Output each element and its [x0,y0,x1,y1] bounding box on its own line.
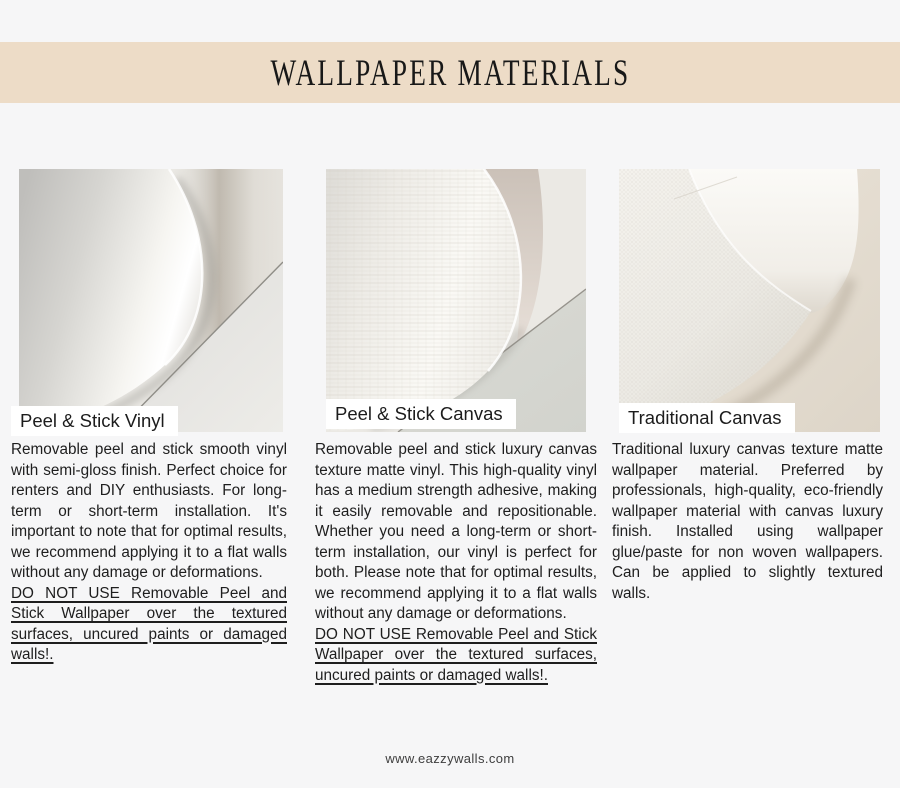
material-label-peel-stick-canvas: Peel & Stick Canvas [326,399,516,429]
photo-frame-canvas-vinyl [315,169,597,432]
traditional-canvas-peeled-corner-photo [619,169,880,432]
footer-website: www.eazzywalls.com [385,751,515,766]
material-warning: DO NOT USE Removable Peel and Stick Wallpaper over the textured surfaces, uncured paints or damaged walls!. [315,625,597,684]
material-description: Removable peel and stick smooth vinyl with semi-gloss finish. Perfect choice for renters and DIY enthusiasts. For long-term or short-term installation. It's important to note that for optimal results, we recommend applying it to a flat walls without any damage or deformations. [11,441,287,581]
materials-section [0,169,883,686]
material-warning: DO NOT USE Removable Peel and Stick Wallpaper over the textured surfaces, uncured paints or damaged walls!. [11,584,287,663]
material-label-peel-stick-vinyl: Peel & Stick Vinyl [11,406,178,436]
material-description: Removable peel and stick luxury canvas texture matte vinyl. This high-quality vinyl has a medium strength adhesive, making it easily removable and repositionable. Whether you need a long-term or short-term installation, our vinyl is perfect for both. Please note that for optimal results, we recommend applying it to a flat walls without any damage or deformations. [315,441,597,622]
canvas-vinyl-peeled-corner-photo [326,169,586,432]
photo-frame-traditional-canvas [612,169,883,432]
photo-frame-smooth-vinyl [11,169,287,432]
header-band [0,42,900,103]
material-column-traditional-canvas [612,169,883,604]
material-description: Traditional luxury canvas texture matte wallpaper material. Preferred by professionals, high-quality, eco-friendly wallpaper material with canvas luxury finish. Installed using wallpaper glue/paste for non woven wallpapers. Can be applied to slightly textured walls. [612,441,883,602]
material-column-peel-stick-canvas [315,169,597,686]
material-label-traditional-canvas: Traditional Canvas [619,403,795,433]
smooth-vinyl-peeled-corner-photo [19,169,283,432]
material-column-peel-stick-vinyl [11,169,287,666]
page-title: WALLPAPER MATERIALS [270,51,630,93]
